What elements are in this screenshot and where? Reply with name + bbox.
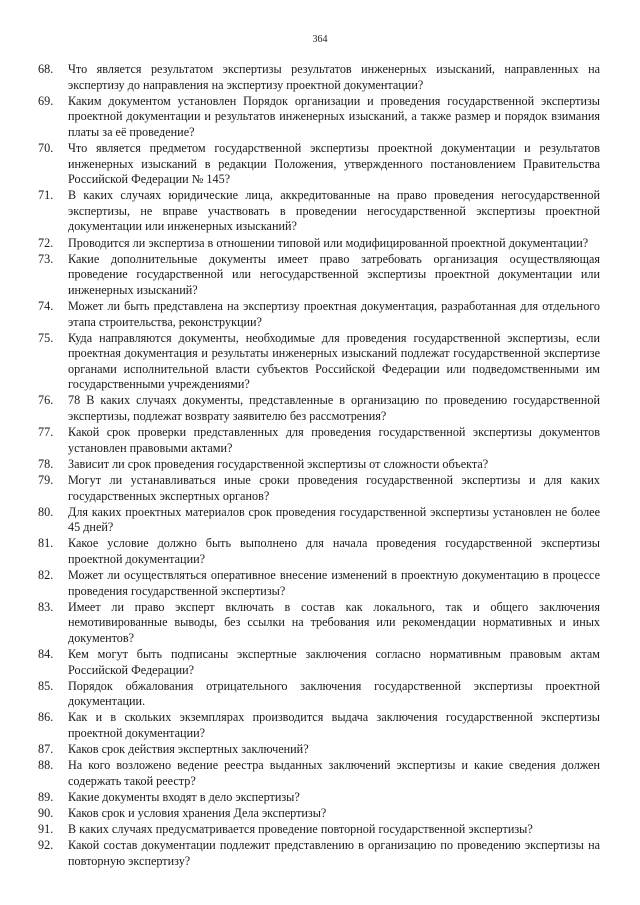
question-item — [38, 838, 600, 869]
question-text: Для каких проектных материалов срок проведения государственной экспертизы установлен не более 45 дней? — [68, 504, 600, 535]
question-item — [38, 473, 600, 504]
question-number: 84. — [38, 646, 54, 661]
question-item — [38, 299, 600, 330]
question-item — [38, 742, 600, 758]
question-item — [38, 647, 600, 678]
question-text: Может ли быть представлена на экспертизу проектная документация, разработанная для отдельного этапа строительства, реконструкции? — [68, 298, 600, 329]
question-number: 91. — [38, 822, 54, 836]
question-number: 90. — [38, 805, 54, 820]
question-item — [38, 188, 600, 235]
question-item — [38, 758, 600, 789]
question-text: Проводится ли экспертиза в отношении типовой или модифицированной проектной документации? — [68, 235, 589, 250]
question-item — [38, 236, 600, 252]
question-item — [38, 822, 600, 838]
question-number: 81. — [38, 536, 54, 551]
question-text: Какие документы входят в дело экспертизы? — [68, 789, 300, 804]
question-item — [38, 710, 600, 741]
question-number: 71. — [38, 188, 54, 203]
question-number: 83. — [38, 599, 54, 614]
question-text: Зависит ли срок проведения государственной экспертизы от сложности объекта? — [68, 456, 489, 471]
question-text: Какие дополнительные документы имеет право затребовать организация осуществляющая проведение государственной или негосударственной экспертизы проектной документации или инженерных изысканий? — [68, 251, 600, 297]
question-number: 77. — [38, 425, 54, 440]
question-item — [38, 568, 600, 599]
question-item — [38, 806, 600, 822]
question-text: Порядок обжалования отрицательного заключения государственной экспертизы проектной документации. — [68, 678, 600, 709]
question-text: В каких случаях юридические лица, аккредитованные на право проведения негосударственной экспертизы, не вправе участвовать в проведении негосударственной экспертизы проектной документации или инженерных изысканий? — [68, 188, 600, 234]
question-text: Каким документом установлен Порядок организации и проведения государственной экспертизы проектной документации и результатов инженерных изысканий, а также размер и порядок взимания платы за её проведение? — [68, 93, 600, 139]
question-text: Имеет ли право эксперт включать в состав как локального, так и общего заключения немотивированные выводы, без ссылки на требования или рекомендации нормативных и иных документов? — [68, 599, 600, 645]
question-number: 89. — [38, 789, 54, 804]
question-text: Как и в скольких экземплярах производится выдача заключения государственной экспертизы проектной документации? — [68, 710, 600, 740]
question-number: 88. — [38, 758, 54, 773]
question-item — [38, 94, 600, 141]
question-list — [38, 62, 600, 870]
question-text: Каков срок и условия хранения Дела экспертизы? — [68, 805, 327, 820]
question-number: 75. — [38, 330, 54, 345]
question-number: 73. — [38, 251, 54, 266]
question-number: 87. — [38, 742, 54, 757]
question-text: Могут ли устанавливаться иные сроки проведения государственной экспертизы и для каких государственных экспертных органов? — [68, 472, 600, 503]
question-text: Что является предметом государственной экспертизы проектной документации и результатов инженерных изысканий в редакции Положения, утвержденного постановлением Правительства Российской Федерации № 145? — [68, 140, 600, 187]
question-item — [38, 141, 600, 188]
question-item — [38, 790, 600, 806]
question-text: Что является результатом экспертизы результатов инженерных изысканий, направленных на экспертизу до направления на экспертизу проектной документации? — [68, 62, 600, 92]
question-text: Какое условие должно быть выполнено для начала проведения государственной экспертизы проектной документации? — [68, 536, 600, 566]
question-number: 72. — [38, 235, 54, 250]
question-number: 76. — [38, 393, 54, 408]
question-number: 80. — [38, 504, 54, 519]
question-number: 70. — [38, 140, 54, 155]
question-item — [38, 536, 600, 567]
question-text: На кого возложено ведение реестра выданных заключений экспертизы и какие сведения должен содержать такой реестр? — [68, 758, 600, 788]
page-number: 364 — [312, 34, 328, 45]
question-text: Может ли осуществляться оперативное внесение изменений в проектную документацию в процессе проведения государственной экспертизы? — [68, 568, 600, 598]
question-item — [38, 600, 600, 647]
question-number: 92. — [38, 838, 54, 853]
question-text: Какой срок проверки представленных для проведения государственной экспертизы документов установлен правовыми актами? — [68, 425, 600, 455]
question-number: 82. — [38, 568, 54, 582]
question-text: Каков срок действия экспертных заключений? — [68, 742, 309, 757]
question-item — [38, 679, 600, 710]
question-text: Куда направляются документы, необходимые для проведения государственной экспертизы, если проектная документация и результаты инженерных изысканий подлежат государственной экспертизе органами исполнительной власти субъектов Российской Федерации или подведомственными им государственными учреждениями? — [68, 330, 600, 392]
question-number: 74. — [38, 298, 54, 313]
question-item — [38, 393, 600, 424]
question-item — [38, 252, 600, 299]
question-text: В каких случаях предусматривается проведение повторной государственной экспертизы? — [68, 822, 533, 836]
question-number: 86. — [38, 710, 54, 725]
question-item — [38, 62, 600, 93]
question-text: 78 В каких случаях документы, представленные в организацию по проведению государственной экспертизы, подлежат возврату заявителю без рассмотрения? — [68, 393, 600, 424]
question-number: 78. — [38, 456, 54, 471]
question-number: 79. — [38, 472, 54, 487]
question-number: 85. — [38, 678, 54, 693]
question-number: 69. — [38, 93, 54, 108]
question-number: 68. — [38, 62, 54, 76]
question-item — [38, 425, 600, 456]
question-text: Кем могут быть подписаны экспертные заключения согласно нормативным правовым актам Российской Федерации? — [68, 646, 600, 677]
question-item — [38, 331, 600, 393]
question-item — [38, 505, 600, 536]
question-text: Какой состав документации подлежит представлению в организацию по проведению экспертизы на повторную экспертизу? — [68, 838, 600, 868]
question-item — [38, 457, 600, 473]
